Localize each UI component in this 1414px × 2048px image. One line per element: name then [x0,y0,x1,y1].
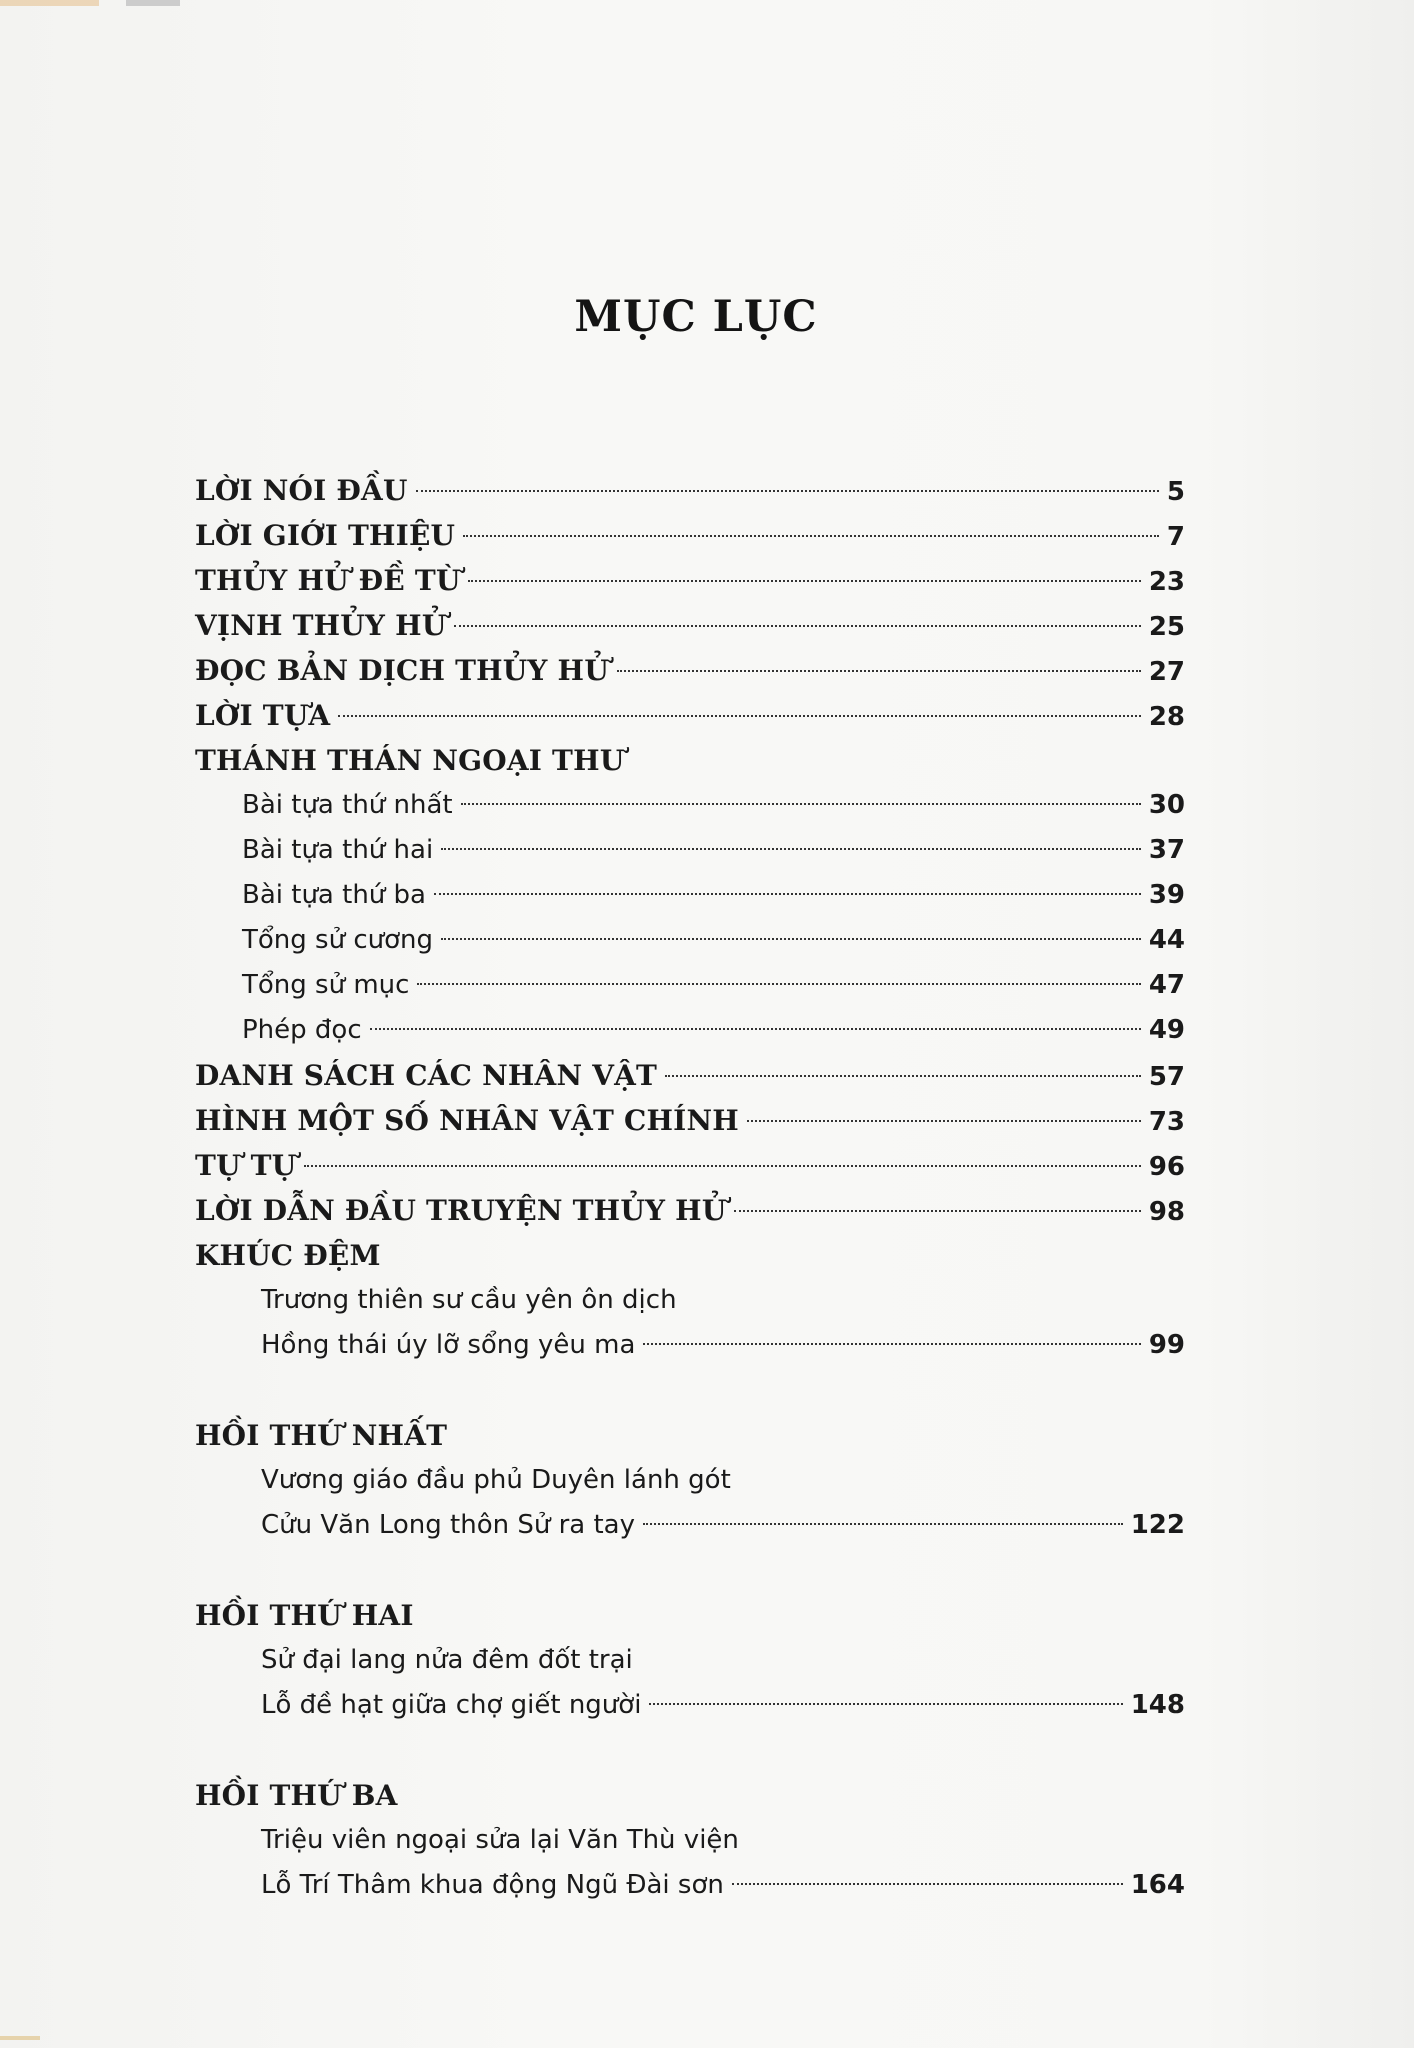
toc-entry-page-number: 25 [1148,612,1185,642]
toc-entry-title: TỰ TỰ [195,1149,297,1182]
dot-leader [732,1883,1123,1885]
toc-entry-title: Bài tựa thứ hai [242,835,434,865]
dot-leader [747,1120,1141,1122]
toc-entry-title: Phép đọc [242,1015,362,1045]
toc-entry-title: VỊNH THỦY HỬ [195,609,447,642]
toc-entry [195,468,1185,513]
toc-entry-title: Trương thiên sư cầu yên ôn dịch [261,1285,677,1315]
toc-entry [242,963,1185,1008]
toc-entry [261,1503,1185,1548]
toc-entry-title: Bài tựa thứ nhất [242,790,453,820]
dot-leader [441,938,1141,940]
toc-entry-title: LỜI TỰA [195,699,331,732]
dot-leader [304,1165,1141,1167]
toc-entry-title: LỜI NÓI ĐẦU [195,474,408,507]
page-title: MỤC LỤC [574,292,818,342]
dot-leader [434,893,1141,895]
toc-entry-page-number: 98 [1148,1197,1185,1227]
toc-entry-page-number: 30 [1148,790,1185,820]
toc-entry [242,783,1185,828]
toc-entry [261,1638,1185,1683]
toc-entry [195,1593,1185,1638]
toc-entry [195,738,1185,783]
dot-leader [617,670,1141,672]
toc-entry-title: LỜI GIỚI THIỆU [195,519,456,552]
toc-entry-title: HỒI THỨ BA [195,1779,398,1812]
toc-entry [195,1053,1185,1098]
toc-entry-title: Lỗ Trí Thâm khua động Ngũ Đài sơn [261,1870,724,1900]
toc-entry [261,1863,1185,1908]
toc-entry-page-number: 23 [1148,567,1185,597]
dot-leader [643,1343,1140,1345]
toc-entry-title: HỒI THỨ HAI [195,1599,414,1632]
toc-entry [195,693,1185,738]
toc-entry [242,1008,1185,1053]
toc-entry-title: Hồng thái úy lỡ sổng yêu ma [261,1330,636,1360]
toc-entry-page-number: 37 [1148,835,1185,865]
toc-entry-title: THÁNH THÁN NGOẠI THƯ [195,744,625,777]
toc-entry [261,1323,1185,1368]
toc-entry [195,513,1185,558]
toc-entry-page-number: 7 [1166,522,1185,552]
toc-entry [195,1143,1185,1188]
toc-entry [242,873,1185,918]
scan-edge-mark [0,0,180,6]
toc-entry [195,558,1185,603]
dot-leader [417,983,1140,985]
toc-entry-page-number: 164 [1130,1870,1185,1900]
toc-entry-title: Sử đại lang nửa đêm đốt trại [261,1645,633,1675]
toc-entry-page-number: 57 [1148,1062,1185,1092]
toc-entry [242,918,1185,963]
scan-edge-mark-bottom [0,2036,40,2040]
toc-entry [195,603,1185,648]
toc-entry-page-number: 5 [1166,477,1185,507]
toc-entry-title: Triệu viên ngoại sửa lại Văn Thù viện [261,1825,739,1855]
toc-entry [195,1413,1185,1458]
toc-entry-title: THỦY HỬ ĐỀ TỪ [195,564,461,597]
dot-leader [734,1210,1140,1212]
toc-entry-title: Tổng sử mục [242,970,410,1000]
dot-leader [463,535,1159,537]
dot-leader [665,1075,1141,1077]
toc-entry-page-number: 122 [1130,1510,1185,1540]
toc-entry-title: Lỗ đề hạt giữa chợ giết người [261,1690,642,1720]
toc-entry [195,1188,1185,1233]
toc-entry-page-number: 49 [1148,1015,1185,1045]
toc-entry-title: Vương giáo đầu phủ Duyên lánh gót [261,1465,731,1495]
toc-entry [261,1683,1185,1728]
toc-entry [195,648,1185,693]
toc-entry-page-number: 39 [1148,880,1185,910]
toc-entry [195,1233,1185,1278]
toc-entry-page-number: 44 [1148,925,1185,955]
dot-leader [338,715,1141,717]
dot-leader [370,1028,1141,1030]
toc-entry-title: Cửu Văn Long thôn Sử ra tay [261,1510,635,1540]
toc-entry-page-number: 99 [1148,1330,1185,1360]
toc-entry [242,828,1185,873]
dot-leader [441,848,1141,850]
toc-entry-title: DANH SÁCH CÁC NHÂN VẬT [195,1059,658,1092]
dot-leader [416,490,1159,492]
toc-entry-page-number: 73 [1148,1107,1185,1137]
toc-entry-title: HỒI THỨ NHẤT [195,1419,448,1452]
toc-entry [261,1818,1185,1863]
toc-entry-title: KHÚC ĐỆM [195,1239,381,1272]
toc-entry [261,1278,1185,1323]
toc-entry-page-number: 148 [1130,1690,1185,1720]
dot-leader [468,580,1140,582]
toc-entry-page-number: 47 [1148,970,1185,1000]
toc-entry-title: Bài tựa thứ ba [242,880,426,910]
toc-entry-title: Tổng sử cương [242,925,433,955]
toc-entry-title: ĐỌC BẢN DỊCH THỦY HỬ [195,654,609,687]
toc-entry-page-number: 96 [1148,1152,1185,1182]
toc-entry [195,1773,1185,1818]
dot-leader [454,625,1140,627]
toc-entry-title: LỜI DẪN ĐẦU TRUYỆN THỦY HỬ [195,1194,727,1227]
dot-leader [649,1703,1122,1705]
toc-entry [195,1098,1185,1143]
toc-entry [261,1458,1185,1503]
toc-entry-page-number: 27 [1148,657,1185,687]
toc-entry-title: HÌNH MỘT SỐ NHÂN VẬT CHÍNH [195,1104,739,1137]
dot-leader [461,803,1141,805]
toc-entry-page-number: 28 [1148,702,1185,732]
dot-leader [643,1523,1123,1525]
